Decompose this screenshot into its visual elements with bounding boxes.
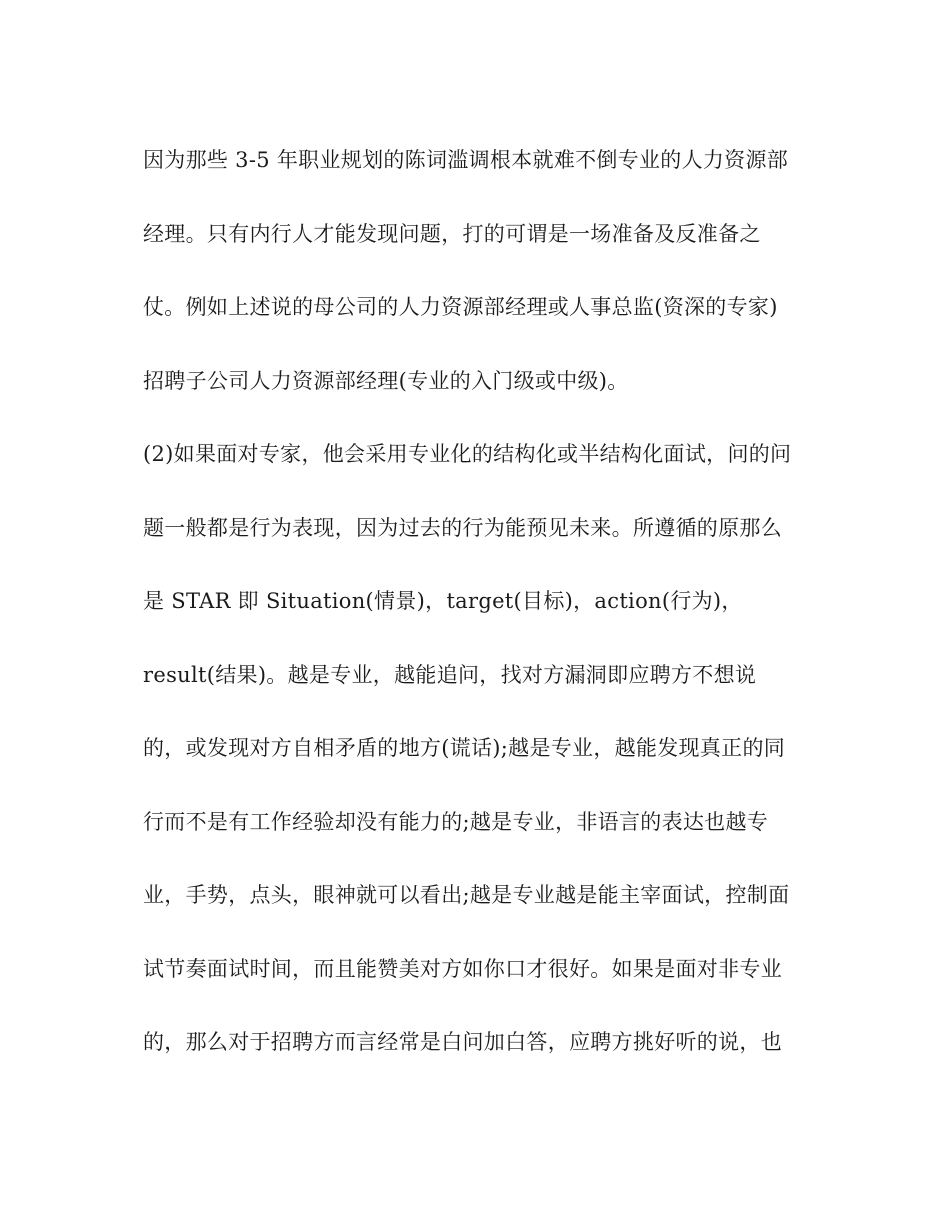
text-line: 题一般都是行为表现，因为过去的行为能预见未来。所遵循的原那么 (143, 515, 782, 540)
text-line: result(结果)。越是专业，越能追问，找对方漏洞即应聘方不想说 (143, 662, 757, 687)
text-line: 仗。例如上述说的母公司的人力资源部经理或人事总监(资深的专家) (143, 295, 778, 319)
text-line: 招聘子公司人力资源部经理(专业的入门级或中级)。 (143, 368, 629, 393)
text-line: 试节奏面试时间，而且能赞美对方如你口才很好。如果是面对非专业 (143, 956, 782, 981)
text-line: 经理。只有内行人才能发现问题，打的可谓是一场准备及反准备之 (143, 221, 761, 246)
text-line: (2)如果面对专家，他会采用专业化的结构化或半结构化面试，问的问 (143, 442, 792, 466)
text-line: 行而不是有工作经验却没有能力的;越是专业，非语言的表达也越专 (143, 809, 769, 834)
text-line: 是 STAR 即 Situation(情景)，target(目标)，action(行为)， (143, 589, 743, 613)
text-line: 因为那些 3-5 年职业规划的陈词滥调根本就难不倒专业的人力资源部 (143, 148, 789, 172)
text-line: 的，或发现对方自相矛盾的地方(谎话);越是专业，越能发现真正的同 (143, 736, 786, 760)
text-line: 的，那么对于招聘方而言经常是白问加白答，应聘方挑好听的说，也 (143, 1030, 782, 1054)
text-line: 业，手势，点头，眼神就可以看出;越是专业越是能主宰面试，控制面 (143, 883, 790, 907)
body-text (143, 137, 823, 1093)
